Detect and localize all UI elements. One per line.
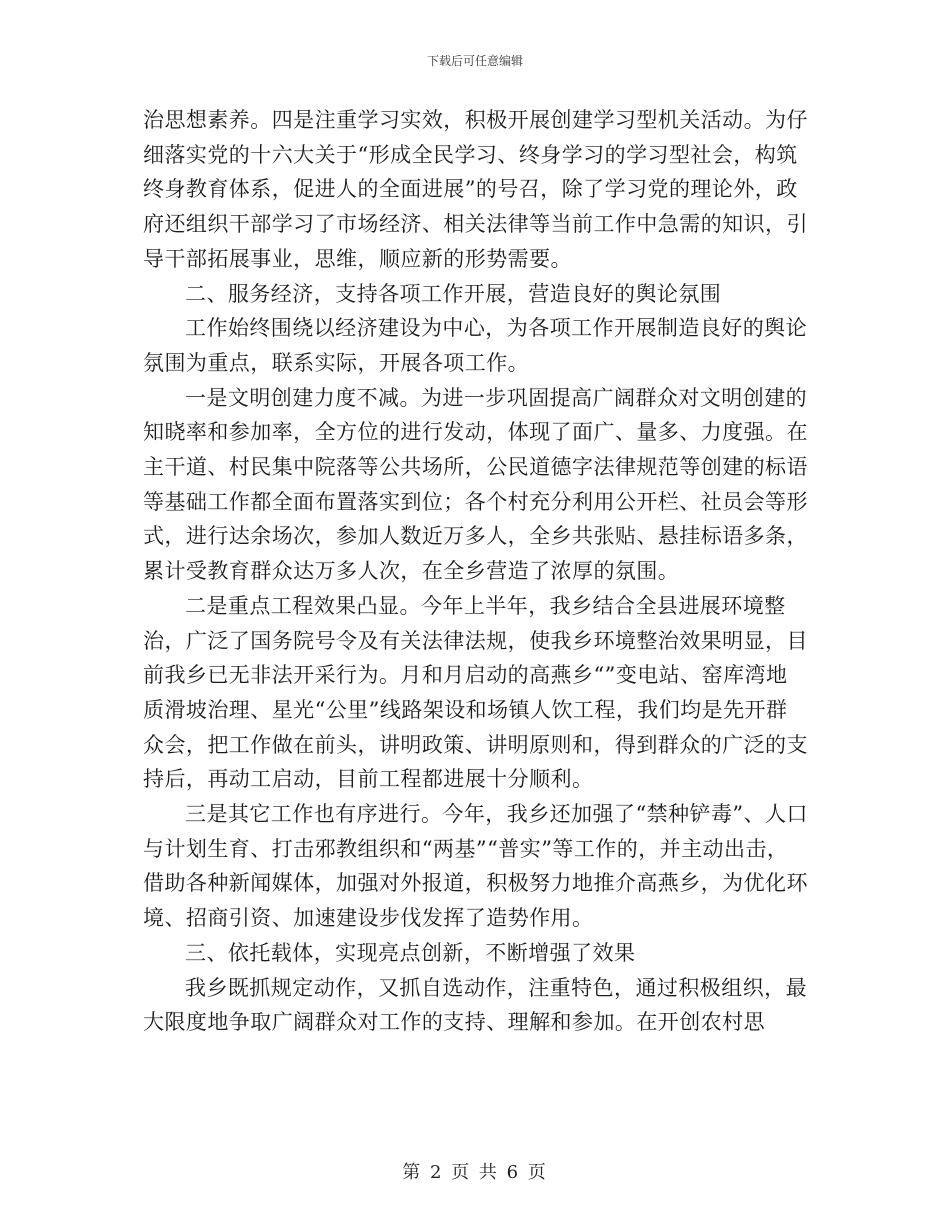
section-heading-3: 三、依托载体，实现亮点创新，不断增强了效果 — [185, 940, 636, 965]
paragraph-6: 三是其它工作也有序进行。今年，我乡还加强了“禁种铲毒”、人口与计划生育、打击邪教组织和“两基”“普实”等工作的，并主动出击，借助各种新闻媒体，加强对外报道，积极努力地推介高燕乡，为优化环境、招商引资、加速建设步伐发挥了造势作用。 — [143, 802, 808, 931]
paragraph-3: 工作始终围绕以经济建设为中心，为各项工作开展制造良好的舆论氛围为重点，联系实际，开展各项工作。 — [143, 316, 808, 375]
paragraph-5: 二是重点工程效果凸显。今年上半年，我乡结合全县进展环境整治，广泛了国务院号令及有关法律法规，使我乡环境整治效果明显，目前我乡已无非法开采行为。月和月启动的高燕乡“”变电站、窑库湾地质滑坡治理、星光“公里”线路架设和场镇人饮工程，我们均是先开群众会，把工作做在前头，讲明政策、讲明原则和，得到群众的广泛的支持后，再动工启动，目前工程都进展十分顺利。 — [143, 593, 808, 792]
page-header-note: 下载后可任意编辑 — [426, 54, 523, 68]
paragraph-8: 我乡既抓规定动作，又抓自选动作，注重特色，通过积极组织，最大限度地争取广阔群众对工作的支持、理解和参加。在开创农村思 — [143, 975, 808, 1035]
page-number: 第 2 页 共 6 页 — [402, 1162, 548, 1183]
paragraph-4: 一是文明创建力度不减。为进一步巩固提高广阔群众对文明创建的知晓率和参加率，全方位的进行发动，体现了面广、量多、力度强。在主干道、村民集中院落等公共场所，公民道德字法律规范等创建的标语等基础工作都全面布置落实到位；各个村充分利用公开栏、社员会等形式，进行达余场次，参加人数近万多人，全乡共张贴、悬挂标语多条，累计受教育群众达万多人次，在全乡营造了浓厚的氛围。 — [143, 385, 808, 584]
document-body — [143, 103, 808, 1040]
section-heading-2: 二、服务经济，支持各项工作开展，营造良好的舆论氛围 — [185, 281, 722, 306]
paragraph-1: 治思想素养。四是注重学习实效，积极开展创建学习型机关活动。为仔细落实党的十六大关于“形成全民学习、终身学习的学习型社会，构筑终身教育体系，促进人的全面进展”的号召，除了学习党的理论外，政府还组织干部学习了市场经济、相关法律等当前工作中急需的知识，引导干部拓展事业，思维，顺应新的形势需要。 — [143, 108, 808, 271]
